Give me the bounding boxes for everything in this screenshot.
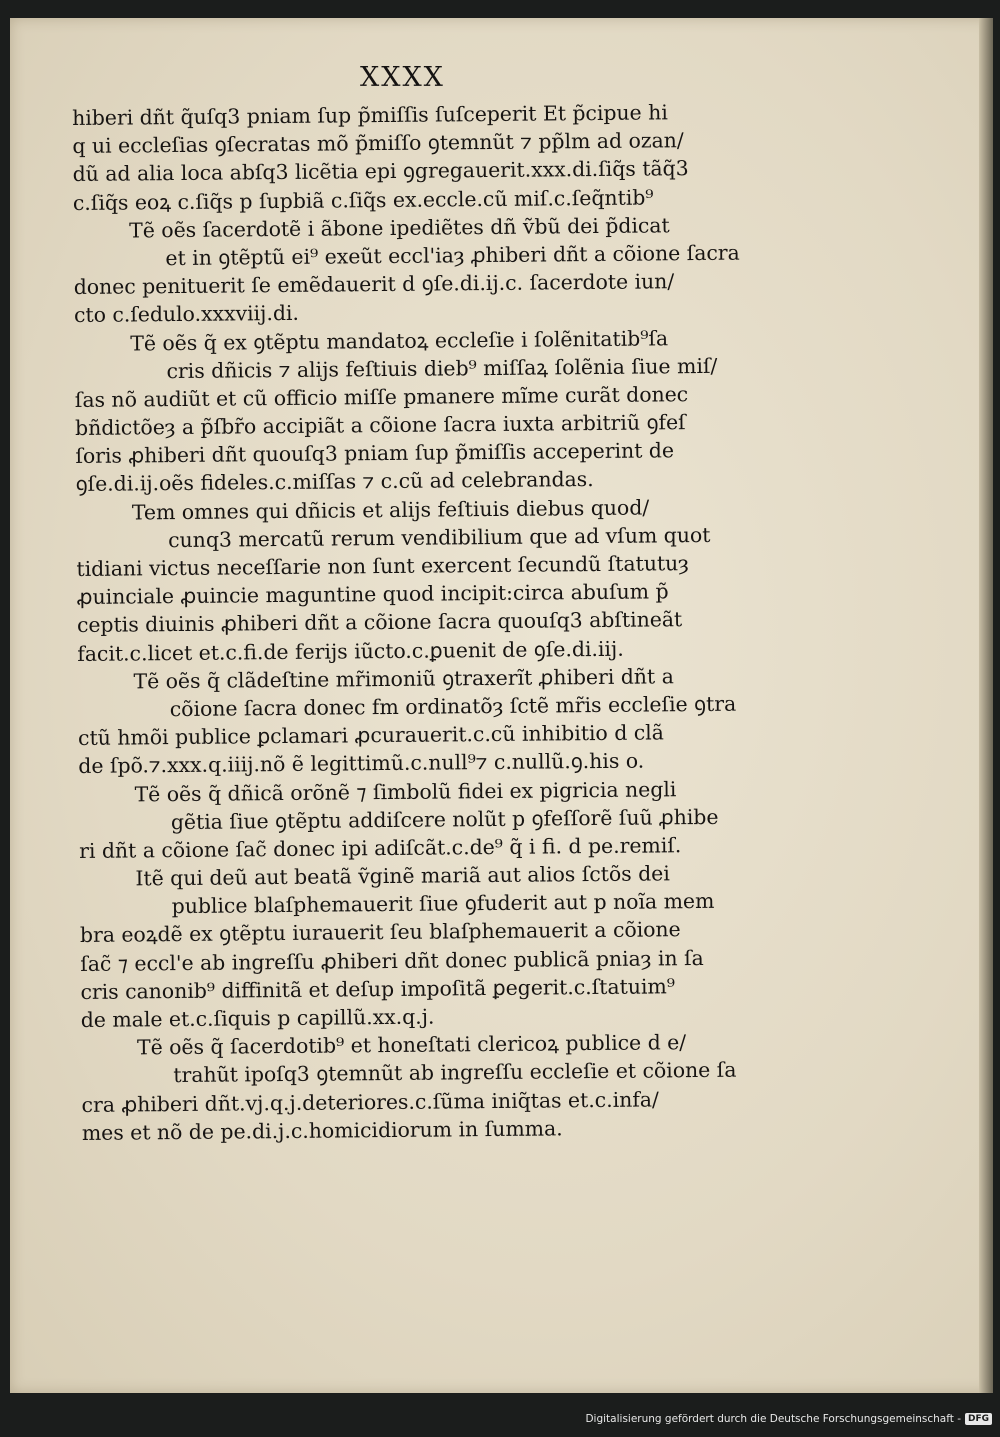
text-line: bñdictõeȝ a p̃ſbr̃o accipiãt a cõione ſacra iuxta arbitriũ ꝯfeſ (74, 410, 686, 441)
text-line: mes et nõ de pe.di.j.c.homicidiorum in ſumma. (81, 1116, 563, 1145)
text-line: cto c.ſedulo.xxxviij.di. (73, 301, 300, 328)
text-line: cunq3 mercatũ rerum vendibilium que ad vſum quot (168, 522, 711, 552)
text-line: ſac̃ ⁊ eccl'e ab ingreſſu ꝓhiberi dñt donec publicã pniaȝ in ſa (80, 945, 704, 976)
book-page (10, 18, 993, 1393)
text-line: tidiani victus neceſſarie non ſunt exercent ſecundũ ſtatutuȝ (76, 551, 689, 581)
text-line: Tẽ oẽs q̃ dñicã orõnẽ ⁊ ſimbolũ fidei ex pigricia negli (134, 776, 677, 806)
page-number: XXXX (360, 62, 445, 93)
credit-text: Digitalisierung gefördert durch die Deutsche Forschungsgemeinschaft - (585, 1413, 961, 1425)
text-line: ꝓuinciale ꝓuincie maguntine quod incipit:circa abuſum p̃ (76, 579, 669, 610)
text-line: de ſpõ.⁊.xxx.q.iiij.nõ ẽ legittimũ.c.null⁹⁊ c.nullũ.ꝯ.his o. (78, 748, 645, 779)
text-block (72, 97, 812, 1147)
text-line: bra eoꝝdẽ ex ꝯtẽptu iurauerit ſeu blaſphemauerit a cõione (79, 917, 681, 948)
text-line: ꝯſe.di.ij.oẽs fideles.c.miſſas ⁊ c.cũ ad celebrandas. (75, 467, 594, 497)
text-line: publice blaſphemauerit ſiue ꝯfuderit aut p noĩa mem (171, 889, 715, 919)
text-line: ceptis diuinis ꝓhiberi dñt a cõione ſacra quouſq3 abſtineãt (76, 607, 683, 638)
text-line: cra ꝓhiberi dñt.vj.q.j.deteriores.c.ſũma iniq̃tas et.c.infa/ (81, 1086, 659, 1117)
text-line: ſas nõ audiũt et cũ officio miſſe pmanere mĩme curãt donec (74, 381, 689, 412)
text-line: Tem omnes qui dñicis et alijs feſtiuis diebus quod/ (131, 495, 650, 525)
text-line: hiberi dñt q̃uſq3 pniam ſup p̃miſſis ſuſceperit Et p̃cipue hi (72, 100, 668, 130)
text-line: ri dñt a cõione ſac̃ donec ipi adiſcãt.c.de⁹ q̃ i fi. d pe.remiſ. (79, 833, 682, 863)
text-line: donec penituerit ſe emẽdauerit d ꝯſe.di.ij.c. ſacerdote iun/ (73, 269, 675, 300)
text-line: facit.c.licet et.c.fi.de ferijs iũcto.c.ꝑuenit de ꝯſe.di.iij. (77, 636, 624, 666)
dfg-credit (585, 1413, 992, 1425)
text-line: Itẽ qui deũ aut beatã ṽginẽ mariã aut alios ſctõs dei (135, 861, 670, 891)
page-gutter (979, 18, 993, 1393)
text-line: c.ſiq̃s eoꝝ c.ſiq̃s p ſupbiã c.ſiq̃s ex.eccle.cũ miſ.c.ſeq̃ntib⁹ (72, 184, 654, 215)
text-line: ctũ hmõi publice ꝑclamari ꝓcurauerit.c.cũ inhibitio d clã (77, 720, 665, 751)
text-line: Tẽ oẽs q̃ ex ꝯtẽptu mandatoꝝ eccleſie i ſolẽnitatib⁹ſa (130, 325, 669, 355)
text-line: gẽtia ſiue ꝯtẽptu addiſcere nolũt p ꝯfeſſorẽ ſuũ ꝓhibe (170, 804, 719, 834)
text-line: cris canonib⁹ diffinitã et deſup impoſitã ꝑegerit.c.ſtatuim⁹ (80, 974, 676, 1004)
text-line: ſoris ꝓhiberi dñt quouſq3 pniam ſup p̃miſſis acceperint de (75, 438, 675, 469)
text-line: Tẽ oẽs q̃ clãdeſtine mr̃imoniũ ꝯtraxerĩt ꝓhiberi dñt a (133, 664, 674, 694)
text-line: trahũt ipoſq3 ꝯtemnũt ab ingreſſu eccleſie et cõione ſa (173, 1058, 737, 1088)
text-line: dũ ad alia loca abſq3 licẽtia epi ꝯgregauerit.xxx.di.ſiq̃s tãq̃3 (72, 156, 689, 187)
text-line: et in ꝯtẽptũ ei⁹ exeũt eccl'iaȝ ꝓhiberi dñt a cõione ſacra (165, 240, 740, 271)
dfg-logo-icon: DFG (965, 1413, 992, 1425)
text-line: cris dñicis ⁊ alijs feſtiuis dieb⁹ miſſaꝝ ſolẽnia ſiue miſ/ (166, 353, 718, 383)
text-line: q ui eccleſias ꝯſecratas mõ p̃miſſo ꝯtemnũt ⁊ pp̃lm ad ozan/ (72, 128, 684, 159)
text-line: cõione ſacra donec fm ordinatõȝ ſctẽ mr̃is eccleſie ꝯtra (169, 691, 737, 722)
text-line: de male et.c.ſiquis p capillũ.xx.q.j. (80, 1004, 435, 1032)
text-line: Tẽ oẽs ſacerdotẽ i ãbone ipediẽtes dñ ṽbũ dei p̃dicat (129, 213, 670, 243)
text-line: Tẽ oẽs q̃ ſacerdotib⁹ et honeſtati clericoꝝ publice d e/ (136, 1030, 687, 1060)
